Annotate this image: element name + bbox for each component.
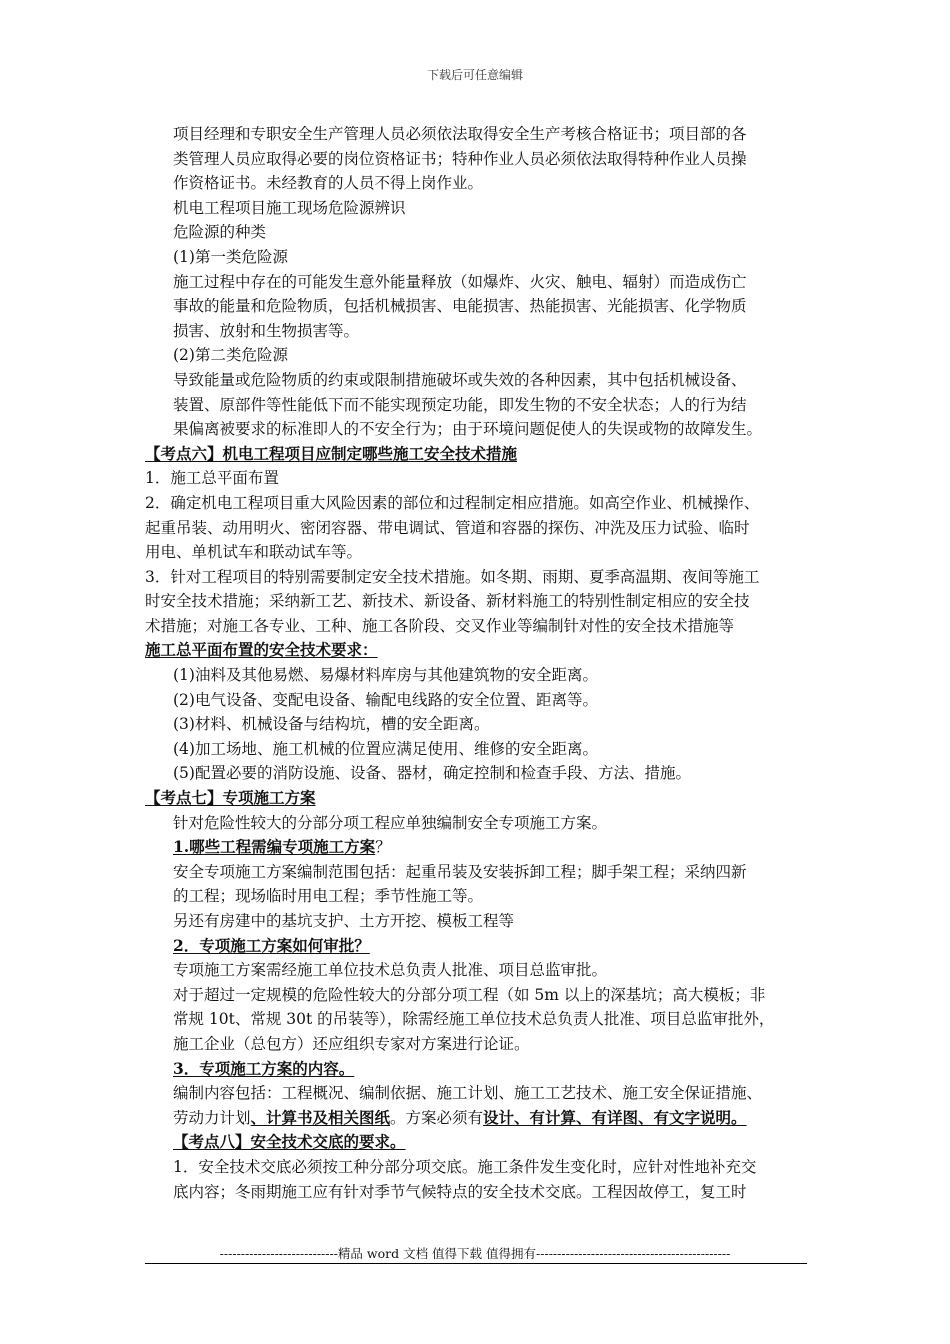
footer-divider bbox=[145, 1263, 807, 1264]
paragraph-line: 1．施工总平面布置 bbox=[145, 469, 279, 488]
layout-requirements-title: 施工总平面布置的安全技术要求： bbox=[145, 640, 378, 660]
paragraph-line: 底内容；冬雨期施工应有针对季节气候特点的安全技术交底。工程因故停工，复工时 bbox=[173, 1182, 747, 1201]
document-body bbox=[145, 122, 810, 1204]
paragraph-line: 损害、放射和生物损害等。 bbox=[173, 321, 360, 340]
paragraph-line: 导致能量或危险物质的约束或限制措施破坏或失效的各种因素，其中包括机械设备、 bbox=[173, 370, 747, 389]
paragraph-line: 施工企业（总包方）还应组织专家对方案进行论证。 bbox=[173, 1034, 530, 1053]
question-3-title: 3．专项施工方案的内容。 bbox=[173, 1058, 355, 1078]
exam-point-6-title: 【考点六】机电工程项目应制定哪些施工安全技术措施 bbox=[145, 443, 518, 463]
emphasized-text: 设计、有计算、有详图、有文字说明。 bbox=[483, 1107, 747, 1127]
list-item: (2)电气设备、变配电设备、输配电线路的安全位置、距离等。 bbox=[173, 690, 598, 709]
question-1-title: 1.哪些工程需编专项施工方案 bbox=[173, 837, 376, 857]
paragraph-line: 装置、原部件等性能低下而不能实现预定功能，即发生物的不安全状态；人的行为结 bbox=[173, 395, 747, 414]
paragraph-line: 施工过程中存在的可能发生意外能量释放（如爆炸、火灾、触电、辐射）而造成伤亡 bbox=[173, 272, 747, 291]
exam-point-heading bbox=[145, 442, 810, 467]
subsection-heading: 危险源的种类 bbox=[173, 223, 267, 242]
paragraph-line: 类管理人员应取得必要的岗位资格证书；特种作业人员必须依法取得特种作业人员操 bbox=[173, 149, 747, 168]
paragraph-line: 项目经理和专职安全生产管理人员必须依法取得安全生产考核合格证书；项目部的各 bbox=[173, 125, 747, 143]
paragraph-line: 的工程；现场临时用电工程；季节性施工等。 bbox=[173, 887, 484, 906]
item-title: (2)第二类危险源 bbox=[173, 346, 288, 365]
page-header: 下载后可任意编辑 bbox=[426, 68, 523, 82]
paragraph-line: 1．安全技术交底必须按工种分部分项交底。施工条件发生变化时，应针对性地补充交 bbox=[173, 1157, 757, 1176]
list-item: (5)配置必要的消防设施、设备、器材，确定控制和检查手段、方法、措施。 bbox=[173, 764, 691, 783]
paragraph-line: 专项施工方案需经施工单位技术总负责人批准、项目总监审批。 bbox=[173, 961, 608, 980]
paragraph-line: 常规 10t、常规 30t 的吊装等），除需经施工单位技术总负责人批准、项目总监审批外， bbox=[173, 1010, 775, 1029]
paragraph-line: 用电、单机试车和联动试车等。 bbox=[145, 543, 363, 562]
list-item: (3)材料、机械设备与结构坑，槽的安全距离。 bbox=[173, 715, 490, 734]
question-heading bbox=[145, 934, 810, 959]
list-item: (1)油料及其他易燃、易爆材料库房与其他建筑物的安全距离。 bbox=[173, 666, 598, 685]
paragraph-line: 3．针对工程项目的特别需要制定安全技术措施。如冬期、雨期、夏季高温期、夜间等施工 bbox=[145, 567, 760, 586]
question-2-title: 2．专项施工方案如何审批？ bbox=[173, 935, 370, 955]
exam-point-heading bbox=[145, 786, 810, 811]
paragraph-line: 事故的能量和危险物质，包括机械损害、电能损害、热能损害、光能损害、化学物质 bbox=[173, 297, 747, 316]
paragraph-line: 另还有房建中的基坑支护、土方开挖、模板工程等 bbox=[173, 912, 515, 930]
paragraph-line: 2．确定机电工程项目重大风险因素的部位和过程制定相应措施。如高空作业、机械操作、 bbox=[145, 493, 760, 512]
question-heading bbox=[145, 1057, 810, 1082]
paragraph-line: 术措施；对施工各专业、工种、施工各阶段、交叉作业等编制针对性的安全技术措施等 bbox=[145, 616, 735, 635]
subheading bbox=[145, 638, 810, 663]
exam-point-8-title: 【考点八】安全技术交底的要求。 bbox=[173, 1132, 406, 1152]
paragraph-line: 果偏离被要求的标准即人的不安全行为；由于环境问题促使人的失误或物的故障发生。 bbox=[173, 420, 763, 439]
text-run: 劳动力计划 bbox=[173, 1108, 251, 1127]
section-heading: 机电工程项目施工现场危险源辨识 bbox=[173, 198, 406, 217]
list-item: (4)加工场地、施工机械的位置应满足使用、维修的安全距离。 bbox=[173, 739, 598, 758]
paragraph-line: 对于超过一定规模的危险性较大的分部分项工程（如 5m 以上的深基坑；高大模板；非 bbox=[173, 985, 766, 1004]
text-run: 。方案必须有 bbox=[390, 1108, 484, 1127]
exam-point-heading bbox=[145, 1130, 810, 1155]
exam-point-7-title: 【考点七】专项施工方案 bbox=[145, 788, 316, 808]
paragraph-line: 起重吊装、动用明火、密闭容器、带电调试、管道和容器的探伤、冲洗及压力试验、临时 bbox=[145, 518, 750, 537]
paragraph-line: 针对危险性较大的分部分项工程应单独编制安全专项施工方案。 bbox=[173, 813, 608, 832]
paragraph-line: 编制内容包括：工程概况、编制依据、施工计划、施工工艺技术、施工安全保证措施、 bbox=[173, 1084, 763, 1103]
paragraph-line: 作资格证书。未经教育的人员不得上岗作业。 bbox=[173, 174, 484, 193]
paragraph-line bbox=[145, 1106, 810, 1131]
emphasized-text: 、计算书及相关图纸 bbox=[250, 1107, 391, 1127]
question-heading bbox=[145, 835, 810, 860]
page-footer: ----------------------------精品 word 文档 值得下载 值得拥有---------------------------------------------- bbox=[219, 1246, 731, 1261]
question-mark: ？ bbox=[375, 838, 391, 857]
item-title: (1)第一类危险源 bbox=[173, 247, 288, 266]
paragraph-line: 安全专项施工方案编制范围包括：起重吊装及安装拆卸工程；脚手架工程；采纳四新 bbox=[173, 862, 747, 881]
paragraph-line: 时安全技术措施；采纳新工艺、新技术、新设备、新材料施工的特别性制定相应的安全技 bbox=[145, 592, 750, 611]
